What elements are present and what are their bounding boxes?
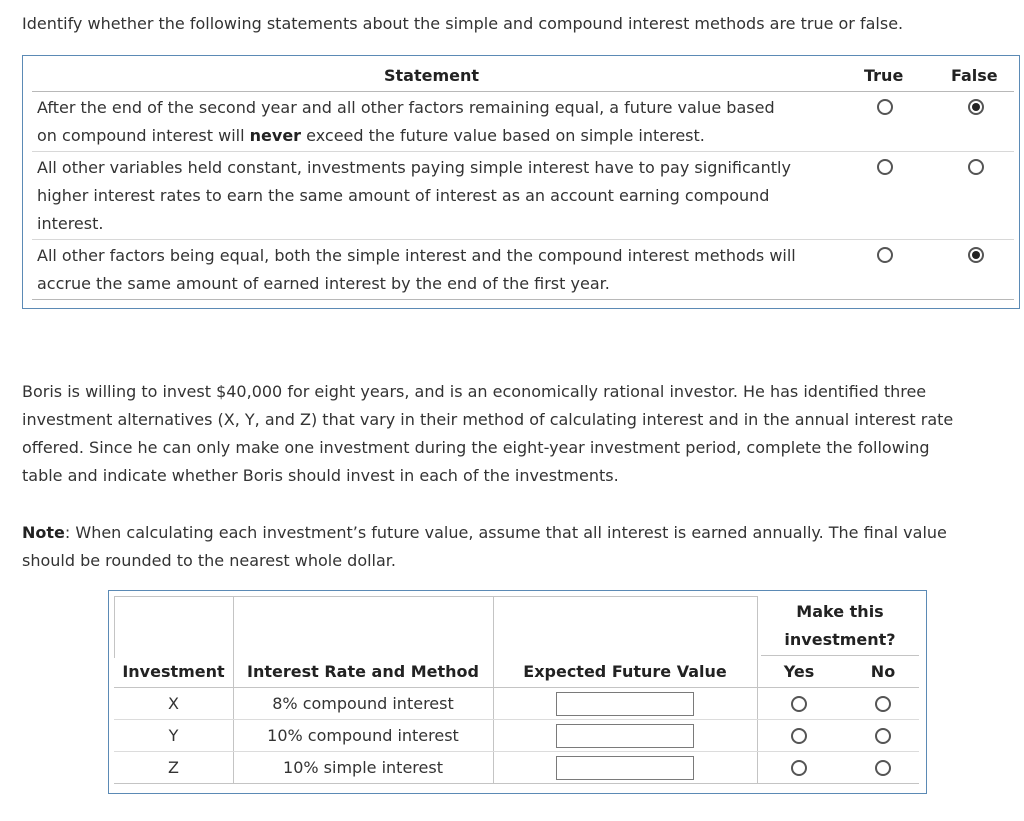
statement-2-line-3: interest. <box>37 214 104 233</box>
future-value-column-header: Expected Future Value <box>523 662 727 681</box>
statement-2-line-2: higher interest rates to earn the same amount of interest as an account earning compound <box>37 186 770 205</box>
statement-3-line-1: All other factors being equal, both the simple interest and the compound interest methods will <box>37 246 796 265</box>
no-column-header: No <box>870 662 896 681</box>
question-intro: Identify whether the following statements about the simple and compound interest methods are true or false. <box>22 14 904 33</box>
row-divider <box>32 151 1014 152</box>
decision-header-line-1: Make this <box>796 602 884 621</box>
false-column-header: False <box>951 66 998 85</box>
row-1-false-radio[interactable] <box>968 99 984 115</box>
true-column-header: True <box>864 66 904 85</box>
investment-z-rate: 10% simple interest <box>283 758 443 777</box>
investment-z-no-radio[interactable] <box>875 760 891 776</box>
statement-row-2 <box>37 154 837 238</box>
investment-table <box>108 590 927 794</box>
statement-1-line-2: on compound interest will never exceed the future value based on simple interest. <box>37 126 705 145</box>
investment-y-future-value-input[interactable] <box>556 724 694 748</box>
investment-x-no-radio[interactable] <box>875 696 891 712</box>
decision-header-line-2: investment? <box>784 630 896 649</box>
investment-y-rate: 10% compound interest <box>267 726 459 745</box>
investment-x-future-value-input[interactable] <box>556 692 694 716</box>
investment-z-yes-radio[interactable] <box>791 760 807 776</box>
statement-2-line-1: All other variables held constant, investments paying simple interest have to pay significantly <box>37 158 791 177</box>
investment-column-header: Investment <box>122 662 225 681</box>
row-2-true-radio[interactable] <box>877 159 893 175</box>
row-3-true-radio[interactable] <box>877 247 893 263</box>
rate-column-header: Interest Rate and Method <box>247 662 479 681</box>
investment-x-yes-radio[interactable] <box>791 696 807 712</box>
header-divider <box>32 91 1014 92</box>
statement-column-header: Statement <box>384 66 480 85</box>
true-false-table <box>22 55 1020 309</box>
investment-z-label: Z <box>168 758 179 777</box>
row-2-false-radio[interactable] <box>968 159 984 175</box>
statement-1-line-1: After the end of the second year and all other factors remaining equal, a future value based <box>37 98 775 117</box>
investment-x-label: X <box>168 694 179 713</box>
statement-3-line-2: accrue the same amount of earned interest by the end of the first year. <box>37 274 610 293</box>
investment-y-label: Y <box>168 726 179 745</box>
note-label: Note <box>22 523 65 542</box>
row-1-true-radio[interactable] <box>877 99 893 115</box>
investment-x-rate: 8% compound interest <box>272 694 454 713</box>
statement-row-3 <box>37 242 837 298</box>
scenario-paragraph: Boris is willing to invest $40,000 for eight years, and is an economically rational investor. He has identified three investment alternatives (X, Y, and Z) that vary in their method of calculating interest and in the annual interest rate offered. Since he can only make one investment during the eight-year investment period, complete the following table and indicate whether Boris should invest in each of the investments. <box>22 382 954 485</box>
investment-y-yes-radio[interactable] <box>791 728 807 744</box>
row-divider <box>32 239 1014 240</box>
table-bottom-rule <box>32 299 1014 300</box>
row-3-false-radio[interactable] <box>968 247 984 263</box>
note-paragraph: Note: When calculating each investment’s future value, assume that all interest is earned annually. The final value should be rounded to the nearest whole dollar. <box>22 523 947 570</box>
statement-row-1 <box>37 94 837 150</box>
yes-column-header: Yes <box>783 662 815 681</box>
investment-y-no-radio[interactable] <box>875 728 891 744</box>
emphasis-never: never <box>249 126 302 145</box>
investment-z-future-value-input[interactable] <box>556 756 694 780</box>
